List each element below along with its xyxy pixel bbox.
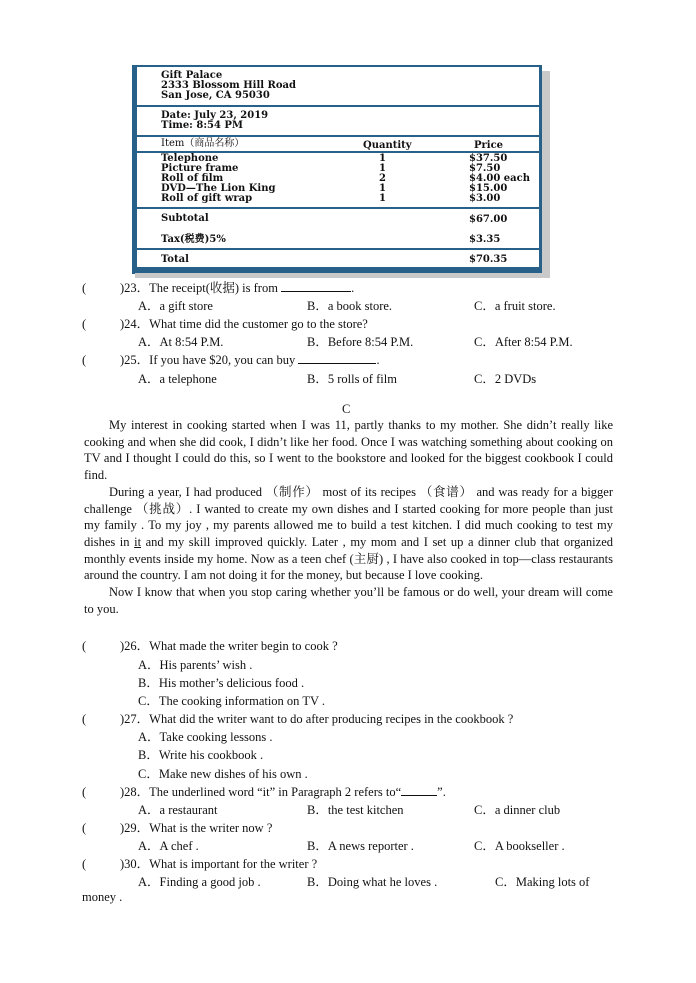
receipt-item-qty: 1 — [379, 193, 386, 204]
question-26 — [82, 636, 338, 654]
answer-paren: ( — [82, 639, 87, 653]
question-28 — [82, 782, 446, 800]
receipt-col-item: Item（商品名称） — [161, 138, 245, 149]
option-a: A．a restaurant — [138, 803, 218, 817]
receipt-item-price: $37.50 — [469, 153, 508, 164]
receipt-item-price: $4.00 each — [469, 173, 530, 184]
question-stem: )29．What is the writer now ? — [120, 821, 273, 835]
question-23 — [82, 278, 354, 296]
option-c: C．A bookseller . — [474, 839, 565, 853]
receipt-subtotal-label: Subtotal — [161, 213, 209, 224]
section-heading: C — [342, 402, 351, 416]
option-b: B．A news reporter . — [307, 839, 414, 853]
option-b: B．the test kitchen — [307, 803, 404, 817]
question-25 — [82, 350, 380, 368]
receipt-col-qty: Quantity — [363, 140, 412, 151]
question-30 — [82, 854, 317, 872]
receipt-rule — [137, 135, 539, 137]
receipt-total-label: Total — [161, 254, 189, 265]
option-a: A．a gift store — [138, 299, 213, 313]
answer-paren: ( — [82, 353, 87, 367]
option-b: B．a book store. — [307, 299, 393, 313]
option-c: C．Make new dishes of his own . — [138, 767, 308, 781]
option-a: A．Take cooking lessons . — [138, 730, 273, 744]
passage-text: During a year, I had produced （制作） most of its recipes （食谱） and was ready for a bigger challenge （挑战）. I wanted to create my own dishes and I started cooking for more people than just my family . To my joy , my parents allowed me to build a test kitchen. I did much cooking to test my dishes in — [84, 484, 613, 549]
option-c: C．2 DVDs — [474, 372, 537, 386]
receipt-item-price: $3.00 — [469, 193, 501, 204]
receipt-item-price: $7.50 — [469, 163, 501, 174]
option-c: C．After 8:54 P.M. — [474, 335, 573, 349]
answer-paren: ( — [82, 281, 87, 295]
receipt-total: $70.35 — [469, 254, 508, 265]
passage-paragraph-2 — [84, 484, 613, 584]
passage-paragraph-3: Now I know that when you stop caring whether you’ll be famous or do well, your dream will come to you. — [84, 585, 613, 616]
question-stem: )25．If you have $20, you can buy — [120, 353, 296, 367]
receipt-tax: $3.35 — [469, 234, 501, 245]
option-a: A．Finding a good job . — [138, 875, 261, 889]
receipt-col-price: Price — [474, 140, 504, 151]
option-c-continued: money . — [82, 890, 123, 904]
receipt-item-name: Telephone — [161, 153, 219, 164]
option-b: B．His mother’s delicious food . — [138, 676, 305, 690]
answer-paren: ( — [82, 785, 87, 799]
question-tail: ”. — [437, 785, 446, 799]
option-b: B．Write his cookbook . — [138, 748, 264, 762]
option-c: C．Making lots of — [495, 875, 590, 889]
receipt-rule — [137, 248, 539, 250]
question-stem: )26．What made the writer begin to cook ? — [120, 639, 338, 653]
option-c: C．a fruit store. — [474, 299, 556, 313]
receipt-store: Gift Palace — [161, 70, 223, 81]
receipt-address2: San Jose, CA 95030 — [161, 90, 270, 101]
option-a: A．At 8:54 P.M. — [138, 335, 224, 349]
receipt-shadow-right — [542, 71, 550, 278]
option-c: C．The cooking information on TV . — [138, 694, 326, 708]
receipt-image — [132, 65, 542, 274]
receipt-rule — [137, 207, 539, 209]
receipt-item-price: $15.00 — [469, 183, 508, 194]
receipt-item-name: Roll of gift wrap — [161, 193, 253, 204]
answer-blank — [281, 280, 351, 292]
option-b: B．Doing what he loves . — [307, 875, 438, 889]
answer-paren: ( — [82, 712, 87, 726]
receipt-subtotal: $67.00 — [469, 214, 508, 225]
option-b: B．5 rolls of film — [307, 372, 397, 386]
receipt-item-qty: 2 — [379, 173, 386, 184]
receipt-rule — [137, 105, 539, 107]
question-tail: . — [351, 281, 355, 295]
receipt-item-qty: 1 — [379, 183, 386, 194]
option-a: A．A chef . — [138, 839, 199, 853]
answer-paren: ( — [82, 317, 87, 331]
question-24 — [82, 314, 368, 332]
question-stem: )23．The receipt(收据) is from — [120, 281, 278, 295]
receipt-item-name: Picture frame — [161, 163, 239, 174]
receipt-item-qty: 1 — [379, 163, 386, 174]
question-stem: )27．What did the writer want to do after producing recipes in the cookbook ? — [120, 712, 514, 726]
receipt-time: Time: 8:54 PM — [161, 120, 243, 131]
option-c: C．a dinner club — [474, 803, 561, 817]
answer-blank — [298, 352, 376, 364]
question-tail: . — [376, 353, 380, 367]
receipt-date: Date: July 23, 2019 — [161, 110, 269, 121]
option-b: B．Before 8:54 P.M. — [307, 335, 414, 349]
receipt-item-name: DVD—The Lion King — [161, 183, 276, 194]
option-a: A．His parents’ wish . — [138, 658, 253, 672]
question-stem: )28．The underlined word “it” in Paragraph 2 refers to“ — [120, 785, 402, 799]
option-a: A．a telephone — [138, 372, 217, 386]
passage-text: and my skill improved quickly. Later , my mom and I set up a dinner club that organized monthly events inside my home. Now as a teen chef (主厨) , I have also cooked in top—class restaurants around the country. I am not doing it for the money, but because I love cooking. — [84, 534, 613, 583]
receipt-item-name: Roll of film — [161, 173, 224, 184]
receipt-address1: 2333 Blossom Hill Road — [161, 80, 297, 91]
question-stem: )30．What is important for the writer ? — [120, 857, 318, 871]
answer-paren: ( — [82, 857, 87, 871]
answer-paren: ( — [82, 821, 87, 835]
receipt-tax-label: Tax(税费)5% — [161, 234, 226, 245]
answer-blank — [401, 784, 437, 796]
receipt-item-qty: 1 — [379, 153, 386, 164]
reading-passage — [84, 417, 613, 617]
underlined-word: it — [134, 534, 142, 549]
question-27 — [82, 709, 513, 727]
passage-paragraph-1: My interest in cooking started when I was 11, partly thanks to my mother. She didn’t really like cooking and when she did cook, I didn’t like her food. Once I was watching something about cooking on TV and I thought I could do this, so I went to the bookstore and looked for the biggest cookbook I could find. — [84, 418, 613, 483]
question-stem: )24．What time did the customer go to the store? — [120, 317, 368, 331]
question-29 — [82, 818, 272, 836]
